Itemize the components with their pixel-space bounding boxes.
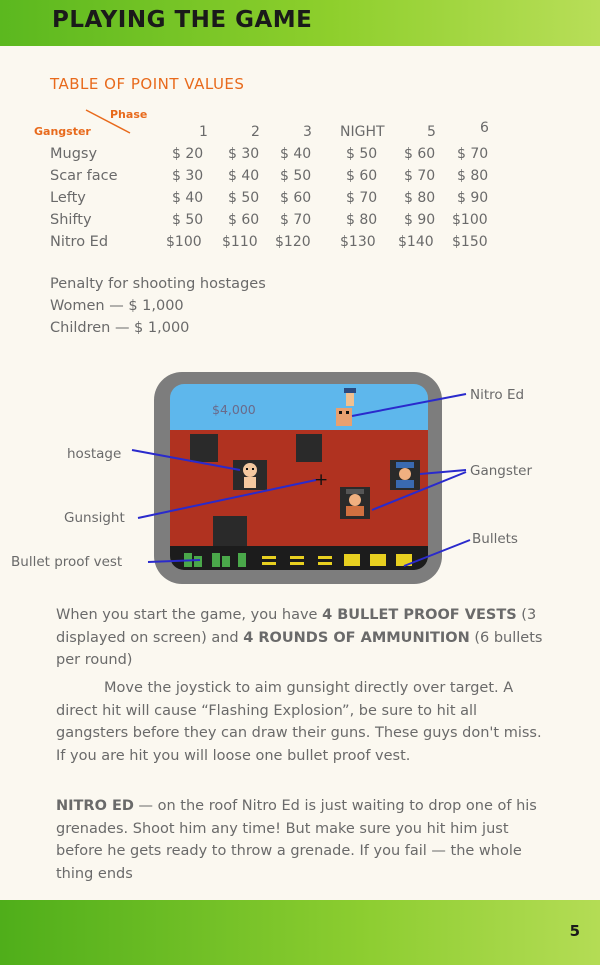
callout-vest: Bullet proof vest	[11, 554, 123, 570]
text-run: (6 bullets per round)	[56, 629, 543, 668]
table-cell: $ 50	[280, 168, 312, 184]
penalty-women: Women — $ 1,000	[50, 298, 184, 314]
table-cell: $100	[452, 212, 488, 228]
nitro-ed-sprite	[336, 388, 356, 426]
table-cell: $ 50	[172, 212, 204, 228]
penalty-children: Children — $ 1,000	[50, 320, 190, 336]
column-header: 3	[303, 124, 312, 140]
paragraph-start	[56, 604, 546, 672]
row-name: Scar face	[50, 168, 118, 184]
callout-bullets: Bullets	[472, 531, 518, 547]
penalty-title: Penalty for shooting hostages	[50, 276, 266, 292]
bold-run: 4 BULLET PROOF VESTS	[322, 607, 517, 623]
row-name: Shifty	[50, 212, 92, 228]
table-cell: $ 40	[228, 168, 260, 184]
gangster-label: Gangster	[34, 125, 91, 138]
paragraph-nitro-ed	[56, 795, 546, 885]
table-cell: $100	[166, 234, 202, 250]
page-number: 5	[569, 922, 580, 940]
score-display: $4,000	[212, 402, 256, 417]
row-name: Mugsy	[50, 146, 98, 162]
table-cell: $ 60	[404, 146, 436, 162]
table-cell: $110	[222, 234, 258, 250]
column-header: 1	[199, 124, 208, 140]
table-cell: $ 60	[346, 168, 378, 184]
text-run: When you start the game, you have	[56, 607, 323, 623]
table-cell: $ 70	[280, 212, 312, 228]
column-header: 5	[427, 124, 436, 140]
table-cell: $ 70	[457, 146, 489, 162]
table-cell: $ 90	[404, 212, 436, 228]
table-cell: $130	[340, 234, 376, 250]
table-cell: $ 90	[457, 190, 489, 206]
table-cell: $140	[398, 234, 434, 250]
gunsight-crosshair: +	[314, 470, 329, 490]
table-cell: $ 30	[172, 168, 204, 184]
column-header: 2	[251, 124, 260, 140]
table-cell: $ 20	[172, 146, 204, 162]
table-cell: $ 30	[228, 146, 260, 162]
table-cell: $ 50	[346, 146, 378, 162]
text-run: (3 displayed on screen) and	[56, 607, 537, 646]
gangster-sprite	[390, 460, 420, 490]
table-cell: $ 60	[280, 190, 312, 206]
column-header: 6	[480, 120, 489, 136]
callout-gunsight: Gunsight	[64, 510, 125, 526]
table-cell: $ 50	[228, 190, 260, 206]
paragraph-joystick: Move the joystick to aim gunsight directly over target. A direct hit will cause “Flashing Explosion”, be sure to hit all gangsters before they can draw their guns. These guys don't miss. If you are hit you will loose one bullet proof vest.	[56, 680, 542, 764]
page-footer	[0, 900, 600, 965]
bold-run: NITRO ED	[56, 798, 134, 814]
table-cell: $ 80	[346, 212, 378, 228]
callout-gangster: Gangster	[470, 463, 533, 479]
table-cell: $120	[275, 234, 311, 250]
table-cell: $ 70	[346, 190, 378, 206]
table-cell: $ 80	[404, 190, 436, 206]
text-run: — on the roof Nitro Ed is just waiting to drop one of his grenades. Shoot him any time! But make sure you hit him just before he gets ready to throw a grenade. If you fail — the whole thing ends	[56, 798, 537, 882]
callout-hostage: hostage	[67, 446, 122, 462]
bold-run: 4 ROUNDS OF AMMUNITION	[243, 629, 470, 646]
table-cell: $ 60	[228, 212, 260, 228]
hostage-sprite	[233, 460, 267, 490]
table-cell: $ 40	[280, 146, 312, 162]
table-cell: $ 80	[457, 168, 489, 184]
table-cell: $150	[452, 234, 488, 250]
bullet-icons	[262, 554, 412, 566]
row-name: Nitro Ed	[50, 234, 109, 250]
row-name: Lefty	[50, 190, 86, 206]
gangster-sprite	[340, 487, 370, 519]
page-title: PLAYING THE GAME	[52, 7, 313, 33]
callout-nitro-ed: Nitro Ed	[470, 387, 525, 403]
table-cell: $ 70	[404, 168, 436, 184]
phase-label: Phase	[110, 108, 148, 121]
table-title: TABLE OF POINT VALUES	[50, 75, 245, 93]
table-cell: $ 40	[172, 190, 204, 206]
column-header: NIGHT	[340, 124, 385, 140]
